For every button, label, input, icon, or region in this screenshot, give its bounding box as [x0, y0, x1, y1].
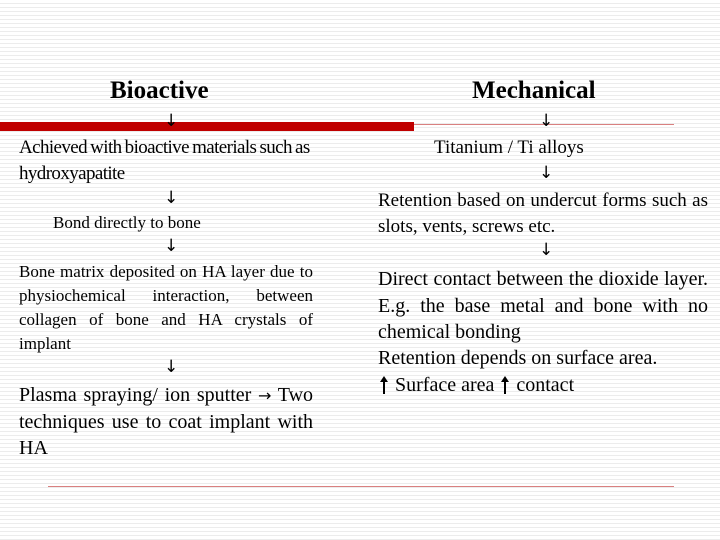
down-arrow-icon: ↓	[164, 188, 179, 208]
left-item-2: Bond directly to bone	[53, 213, 201, 232]
thin-red-line-bottom	[48, 486, 674, 487]
right-item-5	[378, 372, 574, 398]
down-arrow-icon: ↓	[164, 357, 179, 377]
right-item-3: Direct contact between the dioxide layer. E.g. the base metal and bone with no chemical bonding	[378, 268, 708, 343]
left-item-1: Achieved with bioactive materials such as hydroxyapatite	[19, 137, 310, 184]
up-arrow-icon	[501, 376, 509, 393]
right-item-1: Titanium / Ti alloys	[434, 137, 584, 158]
left-item-4	[19, 382, 313, 461]
down-arrow-icon: ↓	[539, 111, 554, 131]
contact-label: contact	[516, 374, 575, 396]
left-item-4-rest: Two techniques use to coat implant with HA	[19, 384, 314, 459]
right-item-4: Retention depends on surface area.	[378, 347, 658, 369]
bioactive-heading: Bioactive	[110, 77, 209, 104]
red-bar	[0, 122, 414, 131]
left-item-3: Bone matrix deposited on HA layer due to physiochemical interaction, between collagen of bone and HA crystals of implant	[19, 262, 313, 353]
mechanical-heading: Mechanical	[472, 77, 596, 104]
left-item-4-line1: Plasma spraying/ ion sputter	[19, 384, 252, 406]
up-arrow-icon	[380, 376, 388, 393]
down-arrow-icon: ↓	[539, 240, 554, 260]
right-item-2: Retention based on undercut forms such as slots, vents, screws etc.	[378, 190, 708, 237]
surface-area-label: Surface area	[395, 374, 495, 396]
down-arrow-icon: ↓	[164, 111, 179, 131]
down-arrow-icon: ↓	[164, 236, 179, 256]
right-arrow-icon: →	[258, 386, 272, 405]
down-arrow-icon: ↓	[539, 163, 554, 183]
